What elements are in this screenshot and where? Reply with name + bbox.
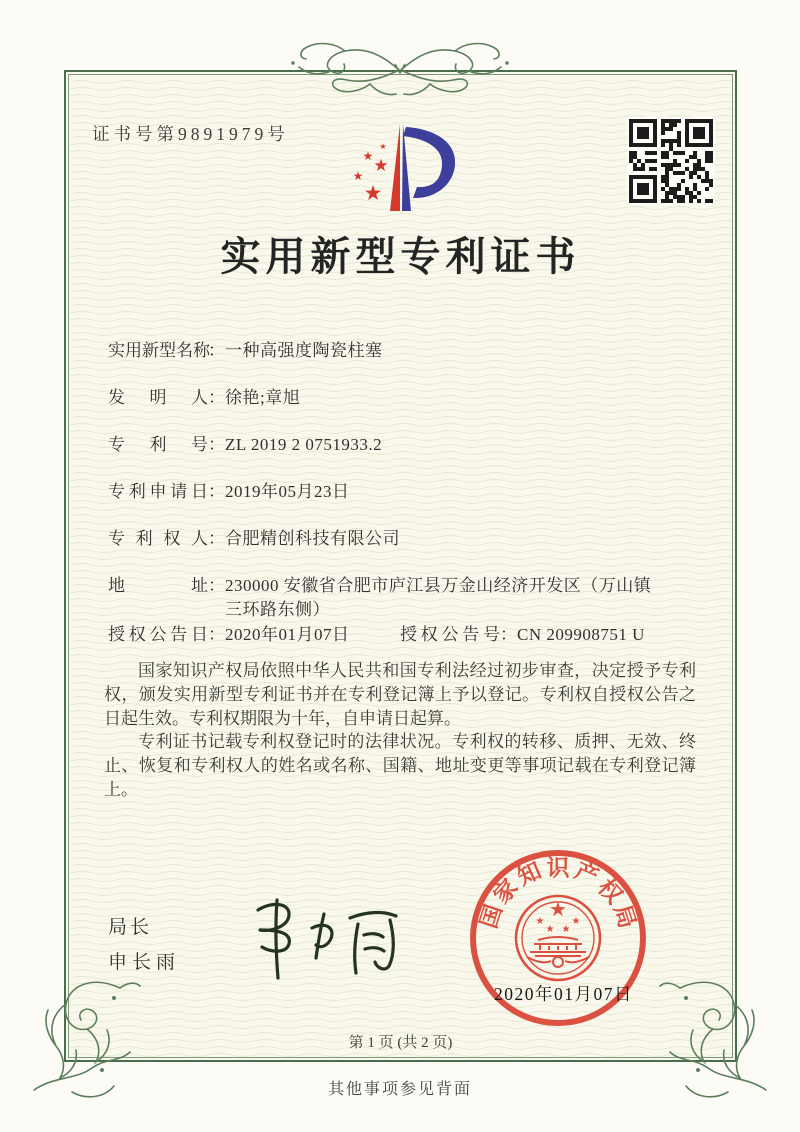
svg-text:产: 产: [570, 857, 603, 891]
field-value: 230000 安徽省合肥市庐江县万金山经济开发区（万山镇三环路东侧）: [225, 576, 652, 619]
svg-text:国: 国: [475, 901, 507, 932]
cnipa-logo: [340, 113, 480, 225]
field-label: 授权公告号: [400, 625, 500, 644]
field-grant-number: [400, 623, 645, 647]
national-emblem: [516, 896, 600, 980]
certificate-number: 证书号第9891979号: [92, 124, 289, 144]
certificate-title: 实用新型专利证书: [220, 234, 581, 279]
field-utility-model-name: [108, 339, 698, 363]
field-colon: ：: [208, 625, 225, 644]
commissioner-title: 局长: [108, 917, 153, 938]
legal-text: [104, 659, 696, 802]
logo-red-wedge: [390, 124, 400, 211]
legal-paragraph-2: 专利证书记载专利权登记时的法律状况。专利权的转移、质押、无效、终止、恢复和专利权人的姓名或名称、国籍、地址变更等事项记载在专利登记簿上。: [104, 732, 696, 799]
logo-blue-wedge: [402, 124, 411, 211]
field-label: 地址: [108, 576, 208, 595]
star-icon: ★: [363, 181, 383, 205]
star-icon: ★: [379, 142, 387, 151]
qr-code: [627, 117, 715, 205]
field-filing-date: [108, 480, 698, 504]
field-label: 授权公告日: [108, 625, 208, 644]
star-icon: ★: [561, 924, 571, 935]
field-value: CN 209908751 U: [517, 625, 645, 644]
field-value: 2019年05月23日: [225, 482, 350, 501]
svg-text:识: 识: [546, 855, 570, 881]
field-value: 一种高强度陶瓷柱塞: [225, 341, 383, 360]
field-value: ZL 2019 2 0751933.2: [225, 435, 383, 454]
qr-code-modules: [629, 119, 713, 203]
field-label: 实用新型名称: [108, 341, 210, 360]
star-icon: ★: [549, 897, 567, 921]
logo-stars: [353, 142, 389, 205]
star-icon: ★: [362, 149, 374, 163]
star-icon: ★: [352, 169, 364, 183]
legal-paragraph-1: 国家知识产权局依照中华人民共和国专利法经过初步审查，决定授予专利权，颁发实用新型专利证书并在专利登记簿上予以登记。专利权自授权公告之日起生效。专利权期限为十年，自申请日起算。: [104, 661, 696, 728]
svg-text:局: 局: [609, 901, 641, 932]
field-label: 发明人: [108, 388, 208, 407]
field-colon: ：: [208, 576, 225, 595]
svg-text:权: 权: [593, 874, 628, 909]
star-icon: ★: [571, 916, 581, 927]
svg-text:知: 知: [513, 857, 546, 891]
field-colon: ：: [500, 625, 517, 644]
field-label: 专利权人: [108, 529, 208, 548]
back-side-note: 其他事项参见背面: [327, 1081, 472, 1098]
field-value: 徐艳;章旭: [225, 388, 301, 407]
tiananmen-gate: [527, 937, 589, 967]
page-number: 第 1 页 (共 2 页): [348, 1035, 453, 1051]
star-icon: ★: [535, 916, 545, 927]
field-colon: ：: [208, 529, 225, 548]
star-icon: ★: [545, 924, 555, 935]
field-colon: ：: [208, 435, 225, 454]
field-value: 2020年01月07日: [225, 625, 350, 644]
field-colon: ：: [208, 482, 225, 501]
star-icon: ★: [373, 156, 389, 176]
field-label: 专利申请日: [108, 482, 208, 501]
field-colon: ：: [208, 341, 225, 360]
field-inventor: [108, 386, 698, 410]
commissioner-signature: [232, 888, 412, 986]
field-address: [108, 574, 698, 622]
field-value: 合肥精创科技有限公司: [225, 529, 400, 548]
seal-date: 2020年01月07日: [494, 984, 633, 1004]
svg-text:家: 家: [488, 874, 523, 909]
certificate-fields: [108, 339, 698, 670]
field-patentee: [108, 527, 698, 551]
field-label: 专利号: [108, 435, 208, 454]
field-colon: ：: [208, 388, 225, 407]
field-grant-date: [108, 625, 350, 644]
field-grant-row: [108, 623, 698, 647]
field-patent-number: [108, 433, 698, 457]
commissioner-name: 申长雨: [108, 952, 181, 973]
logo-p-bowl: [403, 127, 455, 198]
